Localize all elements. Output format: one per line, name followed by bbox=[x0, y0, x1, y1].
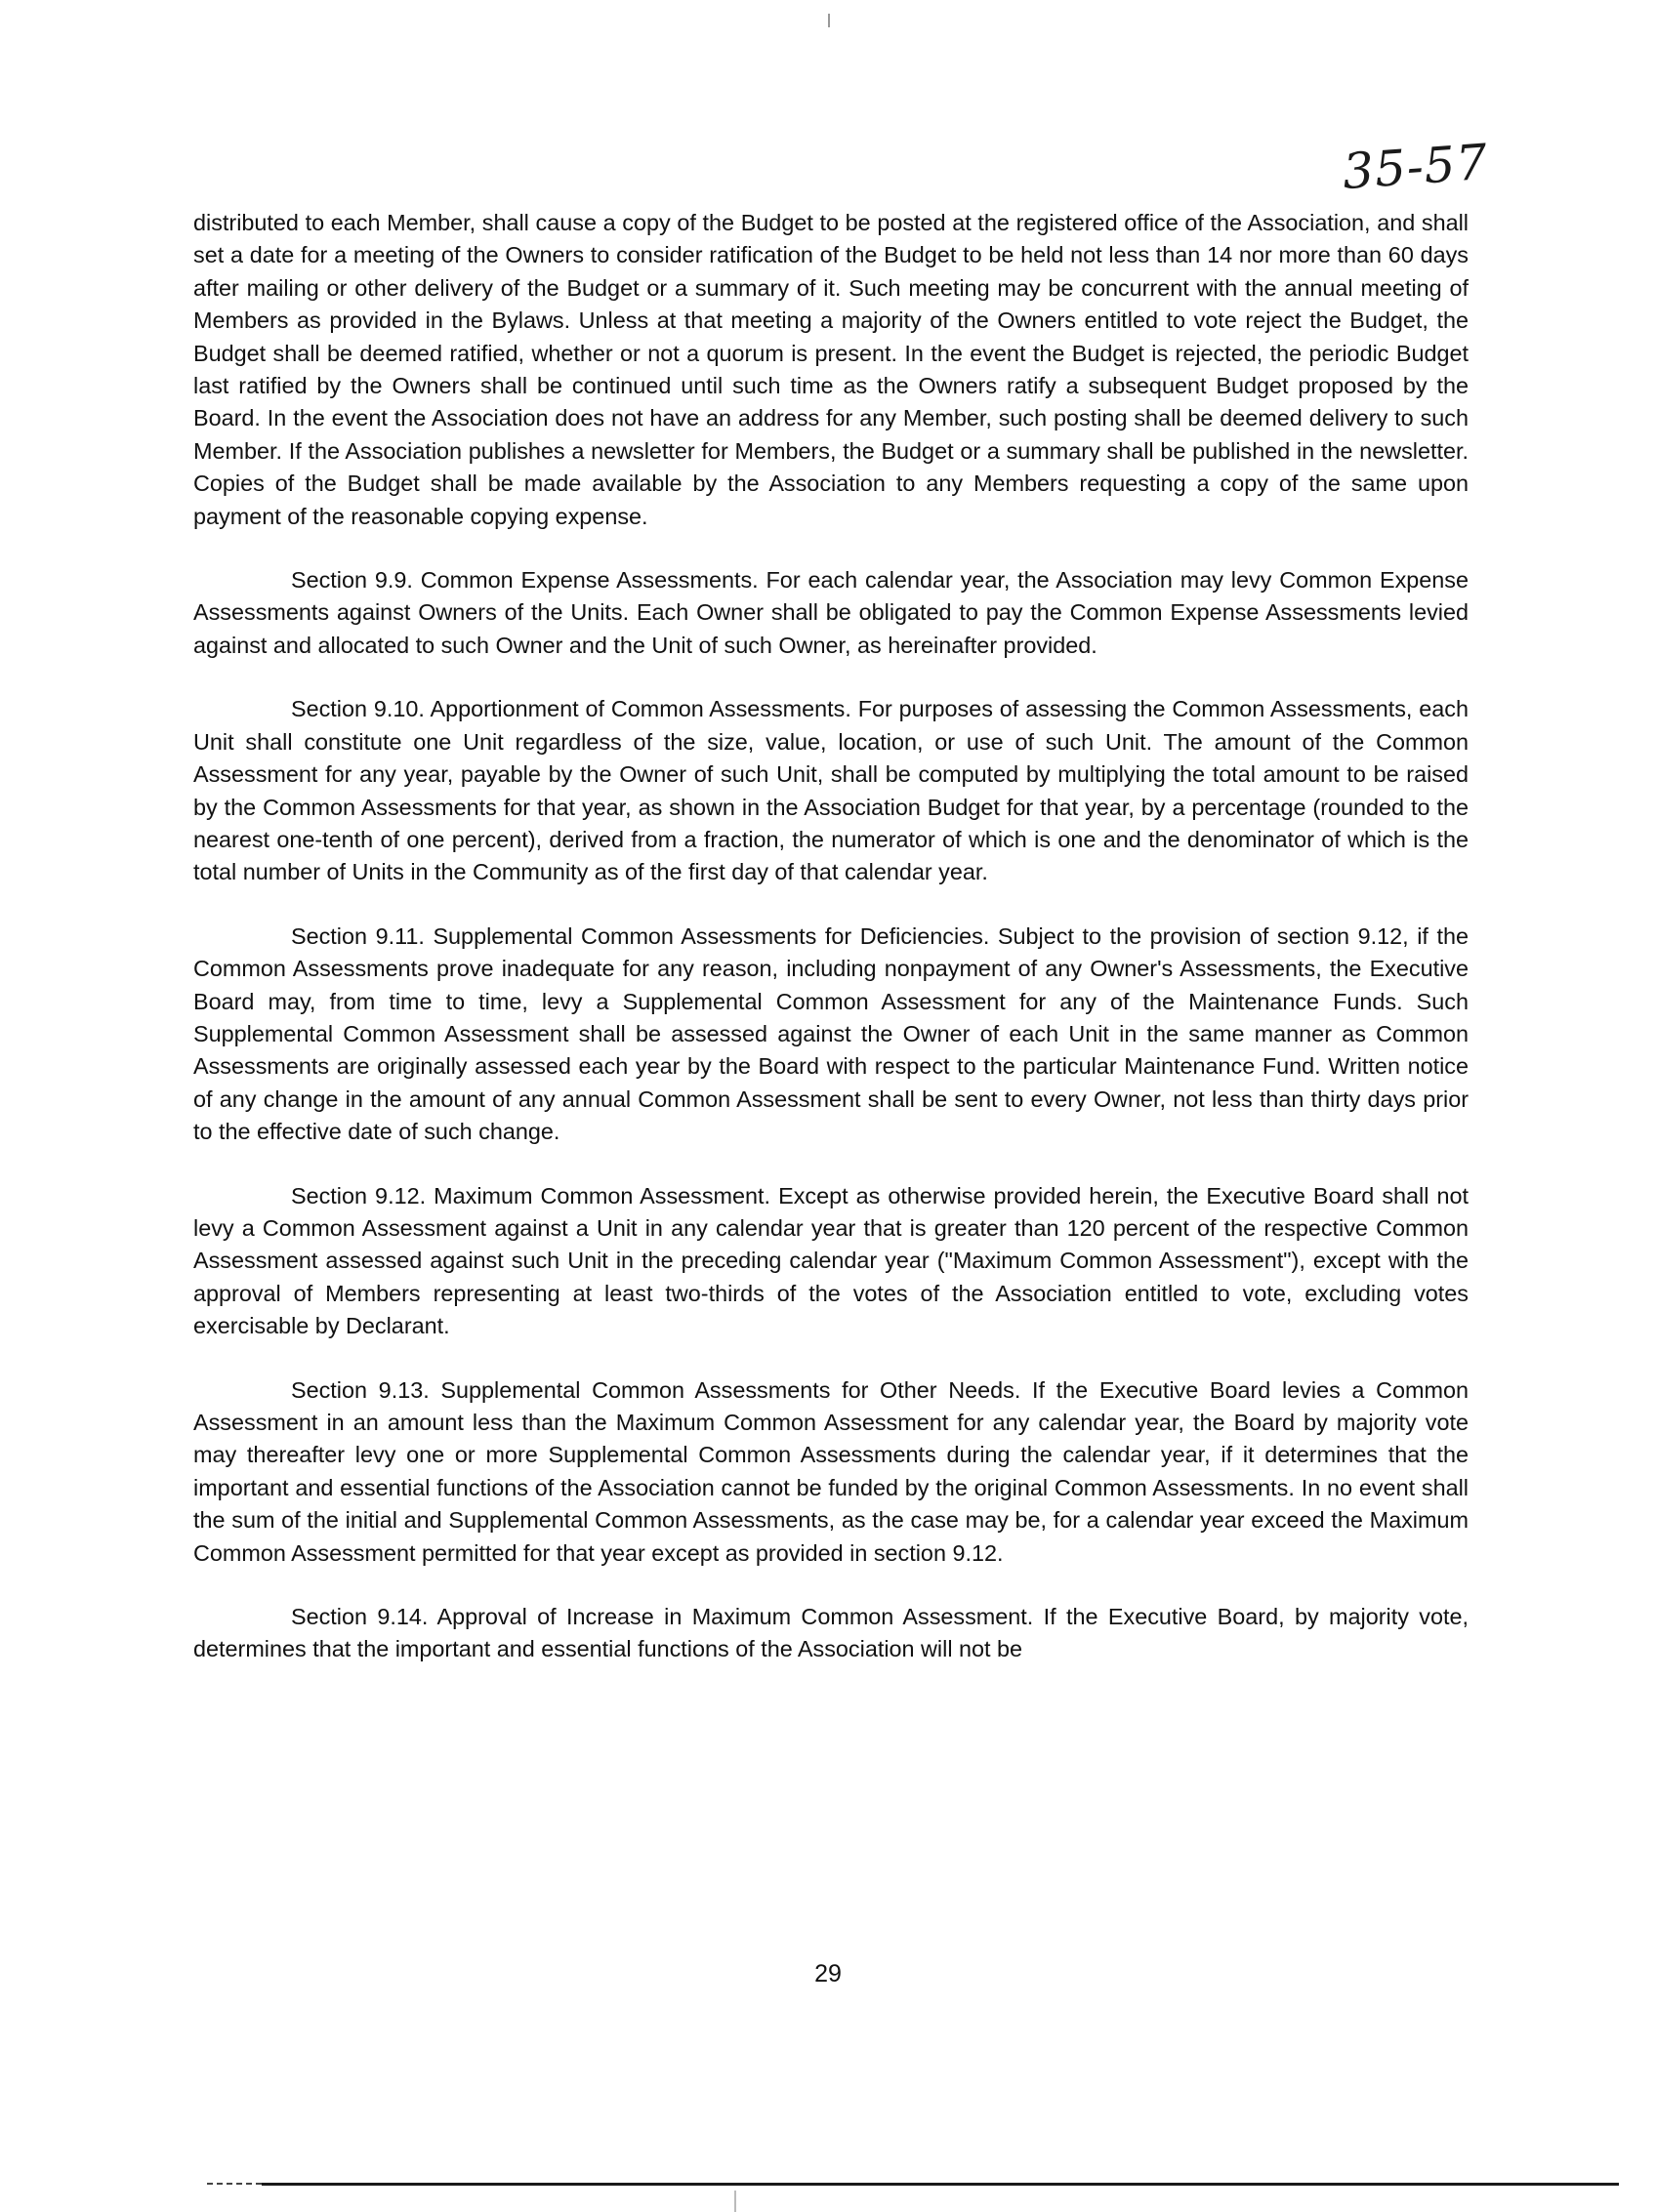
paragraph-section-9-9: Section 9.9. Common Expense Assessments. For each calendar year, the Association may levy Common Expense Assessments against Owners of the Units. Each Owner shall be obligated to pay the Common Expense Assessments levied against and allocated to such Owner and the Unit of such Owner, as hereinafter provided. bbox=[193, 567, 1469, 658]
footer-rule bbox=[262, 2183, 1619, 2186]
scan-artifact-top bbox=[828, 14, 830, 27]
paragraph-section-9-12: Section 9.12. Maximum Common Assessment. Except as otherwise provided herein, the Executive Board shall not levy a Common Assessment against a Unit in any calendar year that is greater than 120 percent of the respective Common Assessment assessed against such Unit in the preceding calendar year ("Maximum Common Assessment"), except with the approval of Members representing at least two-thirds of the votes of the Association entitled to vote, excluding votes exercisable by Declarant. bbox=[193, 1182, 1469, 1339]
paragraph-section-9-10: Section 9.10. Apportionment of Common Assessments. For purposes of assessing the Common Assessments, each Unit shall constitute one Unit regardless of the size, value, location, or use of such Unit. The amount of the Common Assessment for any year, payable by the Owner of such Unit, shall be computed by multiplying the total amount to be raised by the Common Assessments for that year, as shown in the Association Budget for that year, by a percentage (rounded to the nearest one-tenth of one percent), derived from a fraction, the numerator of which is one and the denominator of which is the total number of Units in the Community as of the first day of that calendar year. bbox=[193, 696, 1469, 885]
handwritten-page-annotation: 35-57 bbox=[1341, 133, 1490, 201]
paragraph-section-9-14: Section 9.14. Approval of Increase in Maximum Common Assessment. If the Executive Board, by majority vote, determines that the important and essential functions of the Association will not be bbox=[193, 1604, 1469, 1662]
scan-artifact-bottom bbox=[734, 2191, 736, 2212]
paragraph-budget-ratification: distributed to each Member, shall cause a copy of the Budget to be posted at the registered office of the Association, and shall set a date for a meeting of the Owners to consider ratification of the Budget to be held not less than 14 nor more than 60 days after mailing or other delivery of the Budget or a summary of it. Such meeting may be concurrent with the annual meeting of Members as provided in the Bylaws. Unless at that meeting a majority of the Owners entitled to vote reject the Budget, the Budget shall be deemed ratified, whether or not a quorum is present. In the event the Budget is rejected, the periodic Budget last ratified by the Owners shall be continued until such time as the Owners ratify a subsequent Budget proposed by the Board. In the event the Association does not have an address for any Member, such posting shall be deemed delivery to such Member. If the Association publishes a newsletter for Members, the Budget or a summary shall be published in the newsletter. Copies of the Budget shall be made available by the Association to any Members requesting a copy of the same upon payment of the reasonable copying expense. bbox=[193, 210, 1469, 529]
page-number: 29 bbox=[814, 1960, 842, 1987]
document-body bbox=[193, 207, 1469, 1698]
paragraph-section-9-11: Section 9.11. Supplemental Common Assessments for Deficiencies. Subject to the provision of section 9.12, if the Common Assessments prove inadequate for any reason, including nonpayment of any Owner's Assessments, the Executive Board may, from time to time, levy a Supplemental Common Assessment for any of the Maintenance Funds. Such Supplemental Common Assessment shall be assessed against the Owner of each Unit in the same manner as Common Assessments are originally assessed each year by the Board with respect to the particular Maintenance Fund. Written notice of any change in the amount of any annual Common Assessment shall be sent to every Owner, not less than thirty days prior to the effective date of such change. bbox=[193, 922, 1469, 1145]
paragraph-section-9-13: Section 9.13. Supplemental Common Assessments for Other Needs. If the Executive Board levies a Common Assessment in an amount less than the Maximum Common Assessment for any calendar year, the Board by majority vote may thereafter levy one or more Supplemental Common Assessments during the calendar year, if it determines that the important and essential functions of the Association cannot be funded by the original Common Assessments. In no event shall the sum of the initial and Supplemental Common Assessments, as the case may be, for a calendar year exceed the Maximum Common Assessment permitted for that year except as provided in section 9.12. bbox=[193, 1376, 1469, 1566]
footer-rule-dash bbox=[207, 2183, 262, 2185]
